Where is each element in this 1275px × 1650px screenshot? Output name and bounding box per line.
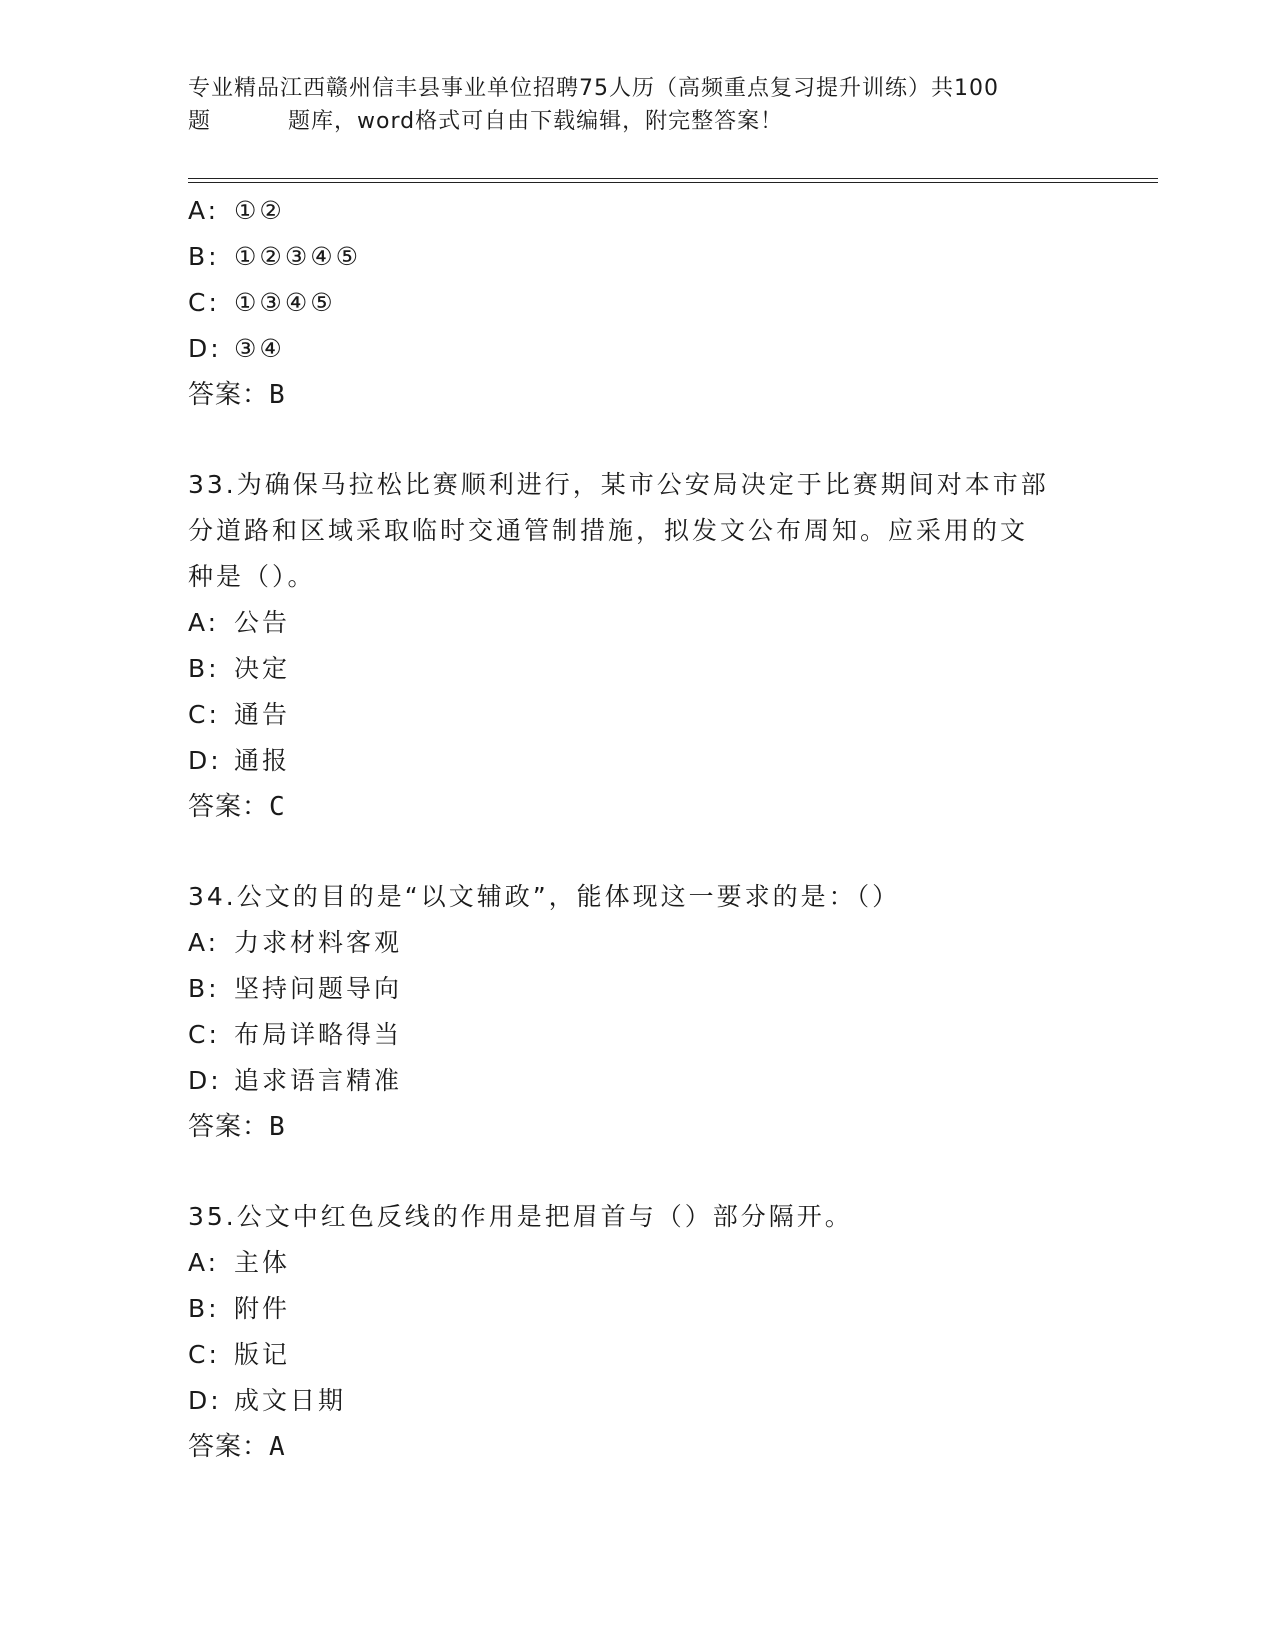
answer-line [188, 1104, 1088, 1150]
question-content [188, 188, 1088, 1470]
option-letter: B: [188, 1294, 220, 1323]
option-a [188, 600, 1088, 646]
header-rule-thick [188, 178, 1158, 179]
option-text: 公告 [234, 608, 291, 637]
answer-label: 答案： [188, 1112, 270, 1142]
header-title-line1: 专业精品江西赣州信丰县事业单位招聘75人历（高频重点复习提升训练）共100 [188, 76, 999, 101]
option-a [188, 188, 1088, 234]
header-title-line2 [188, 105, 1088, 138]
question-stem [188, 1194, 1088, 1240]
option-text: 主体 [234, 1248, 291, 1277]
option-text: 成文日期 [234, 1386, 347, 1415]
answer-label: 答案： [188, 380, 270, 410]
option-letter: B: [188, 242, 220, 271]
option-letter: D: [188, 1386, 222, 1415]
question-34 [188, 874, 1088, 1150]
answer-value: A [269, 1432, 286, 1462]
option-letter: D: [188, 334, 222, 363]
question-33 [188, 462, 1088, 830]
option-text: 版记 [234, 1340, 291, 1369]
option-letter: A: [188, 1248, 220, 1277]
option-letter: C: [188, 1020, 220, 1049]
stem-line: 种是（）。 [188, 562, 316, 591]
option-text: ①③④⑤ [234, 288, 336, 317]
answer-value: C [269, 792, 286, 822]
answer-line [188, 1424, 1088, 1470]
option-c [188, 280, 1088, 326]
option-letter: A: [188, 928, 220, 957]
option-b [188, 1286, 1088, 1332]
stem-line: 34.公文的目的是“以文辅政”，能体现这一要求的是：（） [188, 882, 901, 911]
option-b [188, 966, 1088, 1012]
option-letter: C: [188, 700, 220, 729]
option-text: 坚持问题导向 [234, 974, 403, 1003]
option-text: 决定 [234, 654, 291, 683]
option-text: 布局详略得当 [234, 1020, 403, 1049]
option-text: 通报 [234, 746, 291, 775]
answer-line [188, 784, 1088, 830]
option-text: 追求语言精准 [234, 1066, 403, 1095]
answer-value: B [269, 380, 286, 410]
option-text: 通告 [234, 700, 291, 729]
option-letter: C: [188, 288, 220, 317]
option-letter: B: [188, 654, 220, 683]
option-d [188, 738, 1088, 784]
option-b [188, 646, 1088, 692]
option-letter: D: [188, 746, 222, 775]
option-text: 力求材料客观 [234, 928, 403, 957]
option-b [188, 234, 1088, 280]
option-a [188, 920, 1088, 966]
stem-line: 分道路和区域采取临时交通管制措施，拟发文公布周知。应采用的文 [188, 516, 1029, 545]
option-letter: A: [188, 196, 220, 225]
option-letter: A: [188, 608, 220, 637]
question-stem [188, 462, 1088, 600]
stem-line: 35.公文中红色反线的作用是把眉首与（）部分隔开。 [188, 1202, 853, 1231]
header-rule-thin [188, 182, 1158, 183]
option-letter: D: [188, 1066, 222, 1095]
option-text: ①② [234, 196, 285, 225]
stem-line: 33.为确保马拉松比赛顺利进行，某市公安局决定于比赛期间对本市部 [188, 470, 1049, 499]
option-a [188, 1240, 1088, 1286]
option-letter: B: [188, 974, 220, 1003]
option-c [188, 1012, 1088, 1058]
option-d [188, 1058, 1088, 1104]
answer-label: 答案： [188, 1432, 270, 1462]
answer-label: 答案： [188, 792, 270, 822]
header-title-line2-start: 题 [188, 109, 212, 134]
option-text: ①②③④⑤ [234, 242, 362, 271]
answer-value: B [269, 1112, 286, 1142]
option-d [188, 1378, 1088, 1424]
header-title-line2-rest: 题库，word格式可自由下载编辑，附完整答案！ [288, 109, 784, 134]
option-c [188, 1332, 1088, 1378]
question-stem [188, 874, 1088, 920]
answer-line [188, 372, 1088, 418]
option-text: 附件 [234, 1294, 291, 1323]
question-35 [188, 1194, 1088, 1470]
option-d [188, 326, 1088, 372]
page-header [188, 72, 1088, 138]
option-letter: C: [188, 1340, 220, 1369]
option-text: ③④ [234, 334, 285, 363]
question-32-continued [188, 188, 1088, 418]
option-c [188, 692, 1088, 738]
